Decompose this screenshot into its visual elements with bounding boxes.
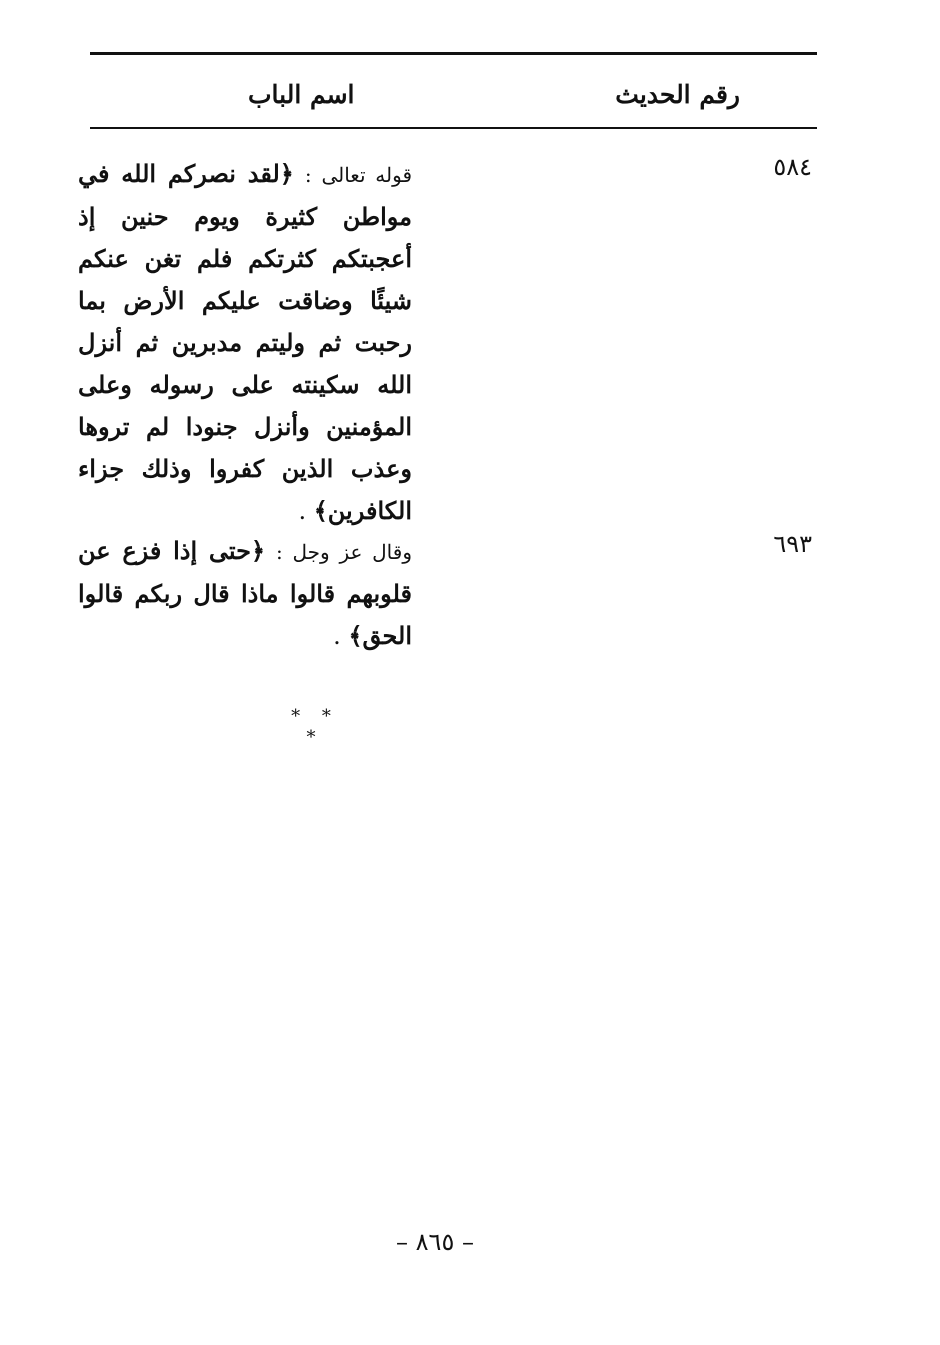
entry-tail: . (298, 497, 314, 525)
column-header-chapter-title: اسم الباب (248, 80, 355, 109)
entry-tail: . (333, 622, 349, 650)
entry-number: ٥٨٤ (773, 153, 812, 181)
column-header-hadith-number: رقم الحديث (615, 80, 740, 109)
entry-quote: ﴿لقد نصركم الله في مواطن كثيرة ويوم حنين إذ أعجبتكم كثرتكم فلم تغن عنكم شيئًا وضاقت عليكم الأرض بما رحبت ثم وليتم مدبرين ثم أنزل الله سكينته على رسوله وعلى المؤمنين وأنزل جنودا لم تروها وعذب الذين كفروا وذلك جزاء الكافرين﴾ (78, 159, 412, 525)
entry-quote: ﴿حتى إذا فزع عن قلوبهم قالوا ماذا قال ربكم قالوا الحق﴾ (78, 536, 412, 650)
header-bottom-rule (90, 127, 817, 129)
entry-text (78, 530, 412, 657)
entry-lead: قوله تعالى : (304, 163, 412, 187)
entry-lead: وقال عز وجل : (276, 540, 412, 564)
entry-text (78, 153, 412, 532)
entry-number: ٦٩٣ (773, 530, 812, 558)
header-top-rule (90, 52, 817, 55)
section-separator: * * * (291, 706, 339, 748)
page-number: – ٨٦٥ – (396, 1228, 474, 1256)
